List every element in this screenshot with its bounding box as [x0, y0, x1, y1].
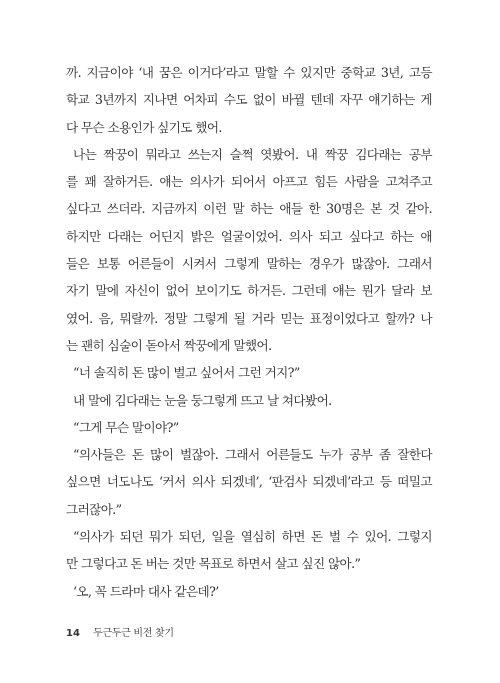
text-line: 나는 짝꿍이 뭐라고 쓰는지 슬쩍 엿봤어. 내 짝꿍 김다래는 공부: [73, 146, 432, 162]
text-line: 였어. 음, 뭐랄까. 정말 그렇게 될 거라 믿는 표정이었다고 할까? 나: [66, 310, 432, 326]
text-line: 싶으면 너도나도 ‘커서 의사 되겠네’, ‘판검사 되겠네’라고 등 떠밀고: [66, 474, 432, 490]
text-line: 싶다고 쓰더라. 지금까지 이런 말 하는 애들 한 30명은 본 것 같아.: [66, 201, 432, 217]
text-line: 자기 말에 자신이 없어 보이기도 하거든. 그런데 얘는 뭔가 달라 보: [66, 283, 432, 299]
text-line: “의사들은 돈 많이 벌잖아. 그래서 어른들도 누가 공부 좀 잘한다: [73, 447, 432, 463]
text-line: 는 괜히 심술이 돋아서 짝꿍에게 말했어.: [66, 337, 272, 353]
page-number: 14: [66, 628, 80, 639]
running-title: 두근두근 비전 찾기: [93, 628, 174, 639]
text-line: “그게 무슨 말이야?”: [73, 419, 179, 435]
text-line: “의사가 되던 뭐가 되던, 일을 열심히 하면 돈 벌 수 있어. 그렇지: [73, 529, 432, 545]
text-line: 내 말에 김다래는 눈을 둥그렇게 뜨고 날 쳐다봤어.: [73, 392, 332, 408]
text-line: 까. 지금이야 ‘내 꿈은 이거다’라고 말할 수 있지만 중학교 3년, 고등: [66, 65, 432, 80]
text-line: “너 솔직히 돈 많이 벌고 싶어서 그런 거지?”: [73, 365, 300, 381]
text-line: ‘오, 꼭 드라마 대사 같은데?’: [73, 583, 219, 599]
text-line: 하지만 다래는 어딘지 밝은 얼굴이었어. 의사 되고 싶다고 하는 애: [66, 228, 432, 244]
page-footer: [66, 624, 174, 639]
text-line: 만 그렇다고 돈 버는 것만 목표로 하면서 살고 싶진 않아.”: [66, 556, 361, 572]
text-line: 그러잖아.”: [66, 501, 122, 517]
text-line: 를 꽤 잘하거든. 얘는 의사가 되어서 아프고 힘든 사람을 고쳐주고: [66, 174, 432, 190]
text-line: 다 무슨 소용인가 싶기도 했어.: [66, 119, 222, 135]
text-line: 들은 보통 어른들이 시켜서 그렇게 말하는 경우가 많잖아. 그래서: [66, 256, 432, 272]
body-text: [66, 59, 432, 605]
text-line: 학교 3년까지 지나면 어차피 수도 없이 바뀔 텐데 자꾸 얘기하는 게: [66, 92, 432, 108]
